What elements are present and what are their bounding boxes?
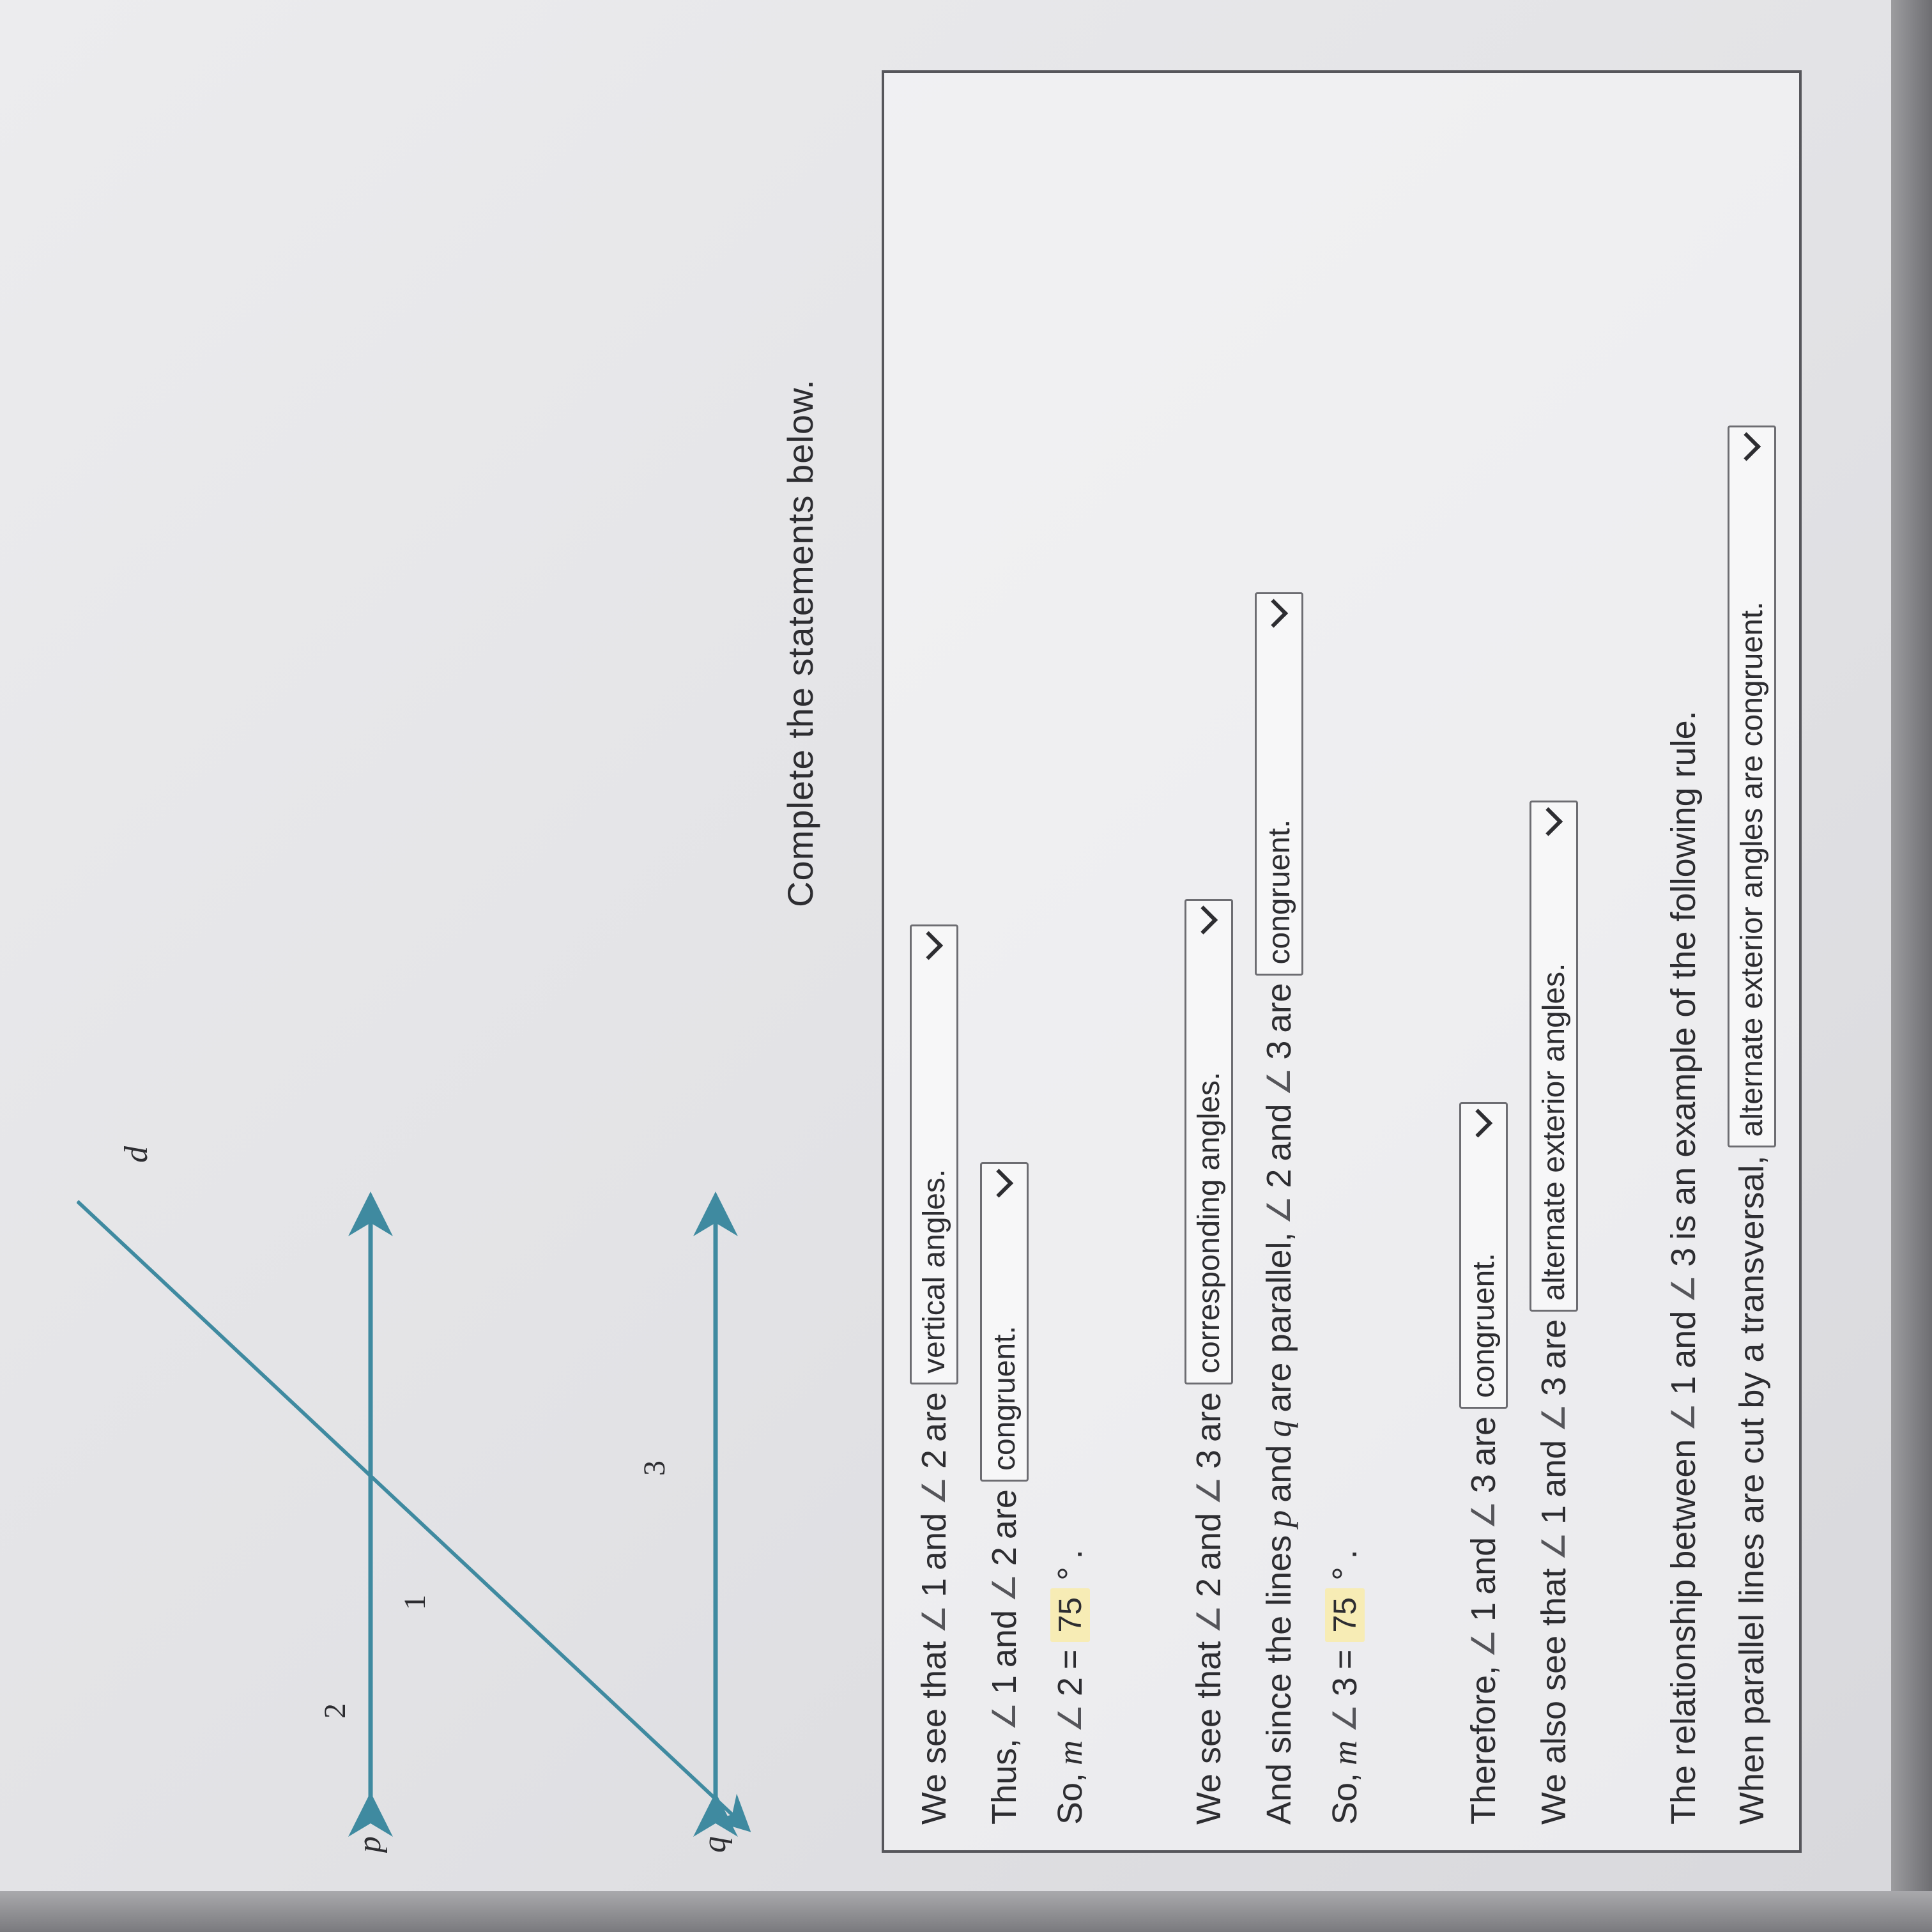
angle-number: 2 (1051, 1677, 1089, 1697)
dropdown-value: congruent. (1466, 1253, 1501, 1398)
statement-text: are (1464, 1416, 1503, 1467)
statement-6 (1325, 1549, 1365, 1825)
dropdown-value: congruent. (987, 1326, 1022, 1471)
statement-text: The relationship between (1664, 1439, 1703, 1825)
equals-sign: = (1051, 1649, 1089, 1670)
statement-7 (1459, 1102, 1508, 1825)
statement-text: are (915, 1392, 953, 1442)
line-p-ref: p (1260, 1510, 1298, 1528)
angle-icon: ∠ (916, 1476, 953, 1505)
chevron-down-icon (1189, 905, 1218, 934)
angle-type-dropdown-3[interactable] (1529, 801, 1578, 1312)
angle-number: 3 (1664, 1247, 1703, 1267)
statement-text: We also see that (1535, 1568, 1573, 1825)
statement-text: and (1190, 1512, 1228, 1570)
label-angle-2: 2 (318, 1703, 352, 1719)
equals-sign: = (1326, 1649, 1364, 1670)
rule-dropdown[interactable] (1728, 426, 1776, 1148)
angle-2-answer-input[interactable]: 75 (1050, 1588, 1090, 1642)
dropdown-value: corresponding angles. (1192, 1071, 1226, 1374)
label-d: d (118, 1146, 155, 1163)
chevron-down-icon (914, 931, 943, 960)
statement-text: Thus, (985, 1738, 1023, 1825)
period: . (1051, 1549, 1089, 1560)
statement-4 (1184, 899, 1233, 1825)
statement-text: and (1260, 1445, 1298, 1503)
angle-number: 3 (1190, 1449, 1228, 1469)
statement-box (882, 70, 1802, 1853)
dropdown-value: alternate exterior angles. (1537, 963, 1571, 1301)
angle-icon: ∠ (1465, 1629, 1502, 1658)
angle-icon: ∠ (1190, 1605, 1227, 1634)
congruence-dropdown-2[interactable] (1255, 592, 1303, 976)
angle-icon: ∠ (1190, 1476, 1227, 1505)
period: . (1326, 1549, 1364, 1560)
angle-number: 1 (1464, 1602, 1503, 1622)
angle-number: 3 (1326, 1677, 1364, 1697)
statement-text: are (1260, 983, 1298, 1033)
chevron-down-icon (1534, 807, 1563, 836)
angle-number: 2 (1190, 1577, 1228, 1597)
angle-number: 2 (915, 1449, 953, 1469)
angle-number: 2 (1260, 1169, 1298, 1188)
label-angle-1: 1 (398, 1595, 432, 1610)
statement-text: and (1664, 1310, 1703, 1368)
statement-text: So, (1051, 1772, 1089, 1825)
statement-text: are (985, 1489, 1023, 1540)
statement-text: are parallel, (1260, 1232, 1298, 1413)
angle-icon: ∠ (986, 1574, 1023, 1602)
measure-symbol: m (1051, 1740, 1089, 1765)
chevron-down-icon (985, 1169, 1013, 1197)
chevron-down-icon (1259, 599, 1288, 627)
chevron-down-icon (1464, 1108, 1492, 1137)
angle-number: 1 (915, 1577, 953, 1597)
angle-icon: ∠ (1535, 1531, 1572, 1561)
angle-icon: ∠ (1665, 1402, 1702, 1432)
label-angle-3: 3 (638, 1460, 671, 1476)
angle-icon: ∠ (986, 1702, 1023, 1731)
statement-text: We see that (1190, 1641, 1228, 1825)
angle-number: 3 (1535, 1376, 1573, 1396)
angle-number: 1 (1664, 1376, 1703, 1395)
angle-icon: ∠ (1052, 1704, 1089, 1733)
statement-text: are (1535, 1319, 1573, 1369)
statement-text: Therefore, (1464, 1665, 1503, 1825)
dropdown-value: congruent. (1262, 819, 1296, 965)
statement-1 (910, 924, 958, 1825)
angle-icon: ∠ (916, 1605, 953, 1634)
statement-10 (1728, 426, 1776, 1825)
dropdown-value: alternate exterior angles are congruent. (1735, 601, 1769, 1137)
statement-text: and (985, 1609, 1023, 1668)
angle-icon: ∠ (1665, 1274, 1702, 1303)
congruence-dropdown-1[interactable] (980, 1162, 1029, 1482)
statement-8 (1529, 801, 1578, 1825)
statement-text: And since the lines (1260, 1535, 1298, 1825)
degree-sign: ° (1051, 1567, 1089, 1581)
angle-number: 1 (1535, 1505, 1573, 1524)
angle-icon: ∠ (1465, 1501, 1502, 1529)
statement-text: We see that (915, 1641, 953, 1825)
dropdown-value: vertical angles. (917, 1169, 951, 1374)
monitor-bezel (1891, 0, 1932, 1932)
chevron-down-icon (1732, 433, 1761, 461)
statements-page (77, 64, 1771, 1853)
statement-text: So, (1326, 1772, 1364, 1825)
angle-icon: ∠ (1326, 1704, 1363, 1733)
angle-number: 1 (985, 1675, 1023, 1695)
angle-type-dropdown-2[interactable] (1184, 899, 1233, 1384)
statement-text: and (1464, 1537, 1503, 1595)
label-p: p (351, 1836, 388, 1853)
degree-sign: ° (1326, 1567, 1364, 1581)
statement-text: and (1260, 1103, 1298, 1162)
statement-5 (1255, 592, 1303, 1825)
statement-9 (1664, 710, 1703, 1825)
angle-icon: ∠ (1261, 1195, 1298, 1225)
angle-number: 2 (985, 1547, 1023, 1567)
statement-3 (1050, 1549, 1090, 1825)
angle-icon: ∠ (1535, 1403, 1572, 1432)
statement-2 (980, 1162, 1029, 1825)
statement-text: is an example of the following rule. (1664, 710, 1703, 1240)
angle-number: 3 (1260, 1040, 1298, 1060)
line-q-ref: q (1260, 1420, 1298, 1438)
label-q: q (696, 1836, 733, 1853)
statement-text: are (1190, 1392, 1228, 1442)
angle-icon: ∠ (1261, 1067, 1298, 1096)
angle-type-dropdown-1[interactable] (910, 924, 958, 1384)
statement-text: and (915, 1512, 953, 1570)
angle-number: 3 (1464, 1474, 1503, 1494)
monitor-bezel-bottom (0, 1891, 1932, 1932)
instructions: Complete the statements below. (780, 379, 820, 907)
statement-text: When parallel lines are cut by a transversal, (1733, 1155, 1771, 1825)
measure-symbol: m (1326, 1740, 1364, 1765)
statement-text: and (1535, 1439, 1573, 1498)
congruence-dropdown-3[interactable] (1459, 1102, 1508, 1409)
angle-3-answer-input[interactable]: 75 (1325, 1588, 1365, 1642)
